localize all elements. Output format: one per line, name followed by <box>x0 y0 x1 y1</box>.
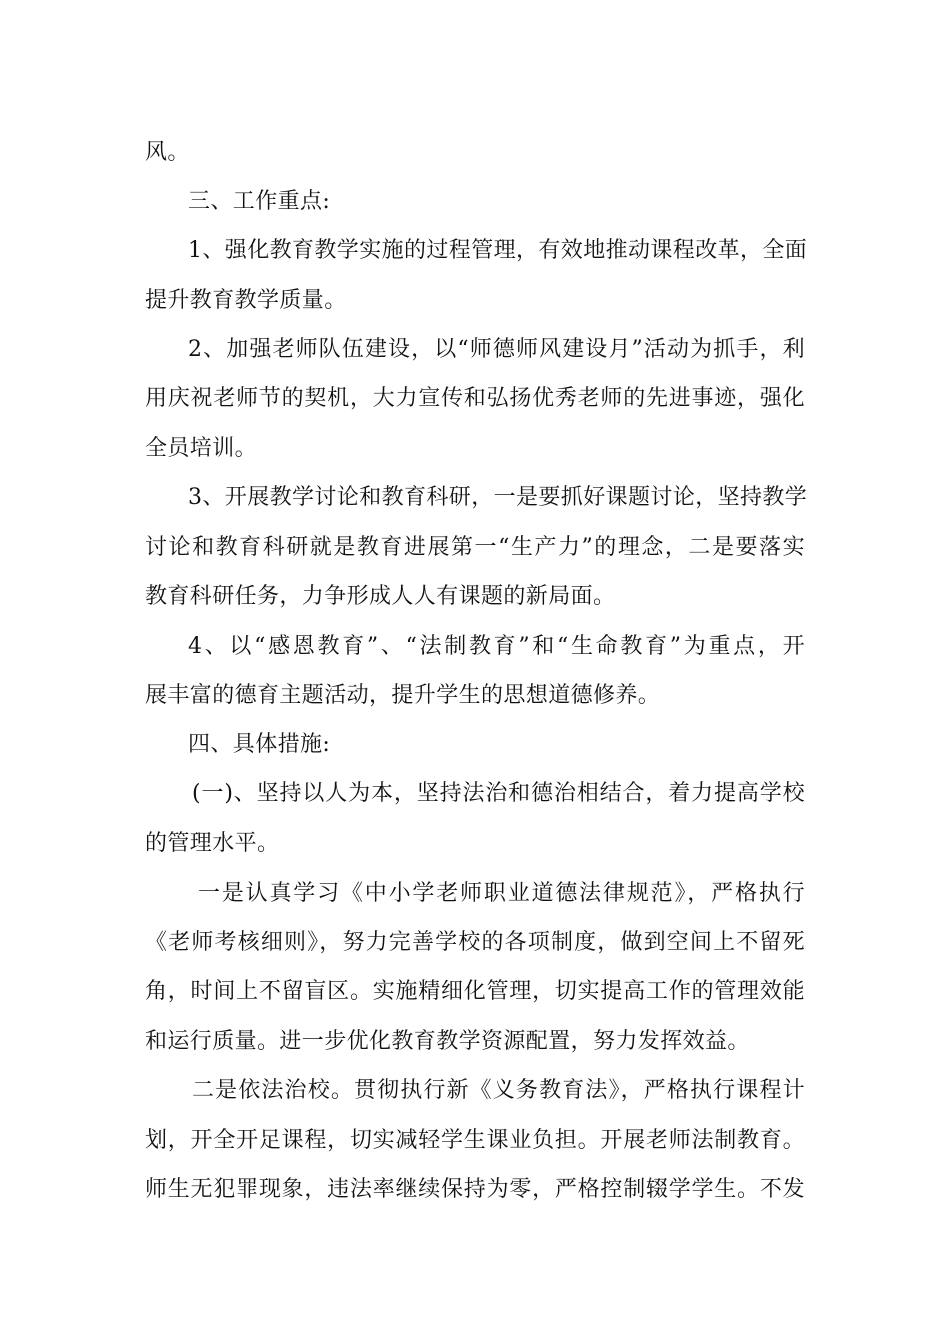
text-line: 3、开展教学讨论和教育科研，一是要抓好课题讨论，坚持教学 <box>188 485 808 510</box>
text-line: 角，时间上不留盲区。实施精细化管理，切实提高工作的管理效能 <box>145 979 805 1004</box>
text-line: 《老师考核细则》，努力完善学校的各项制度，做到空间上不留死 <box>145 930 805 955</box>
text-line: 的管理水平。 <box>145 831 280 856</box>
text-line: 教育科研任务，力争形成人人有课题的新局面。 <box>145 584 616 609</box>
text-line: 提升教育教学质量。 <box>145 288 347 313</box>
text-line: 师生无犯罪现象，违法率继续保持为零，严格控制辍学学生。不发 <box>145 1177 805 1202</box>
text-line: 全员培训。 <box>145 436 258 461</box>
section-heading: 三、工作重点: <box>188 189 331 214</box>
text-line: 1、强化教育教学实施的过程管理，有效地推动课程改革，全面 <box>188 238 808 263</box>
text-line: (一)、坚持以人为本，坚持法治和德治相结合，着力提高学校 <box>192 781 805 806</box>
text-line: 展丰富的德育主题活动，提升学生的思想道德修养。 <box>145 683 661 708</box>
text-line: 和运行质量。进一步优化教育教学资源配置，努力发挥效益。 <box>145 1029 750 1054</box>
text-line: 4、以“感恩教育”、“法制教育”和“生命教育”为重点，开 <box>188 634 805 659</box>
text-line: 二是依法治校。贯彻执行新《义务教育法》，严格执行课程计 <box>192 1078 805 1103</box>
text-line: 一是认真学习《中小学老师职业道德法律规范》，严格执行 <box>198 881 805 906</box>
section-heading: 四、具体措施: <box>188 732 331 757</box>
text-line: 讨论和教育科研就是教育进展第一“生产力”的理念，二是要落实 <box>145 535 805 560</box>
text-line: 用庆祝老师节的契机，大力宣传和弘扬优秀老师的先进事迹，强化 <box>145 386 805 411</box>
text-line: 划，开全开足课程，切实减轻学生课业负担。开展老师法制教育。 <box>145 1128 805 1153</box>
text-line: 2、加强老师队伍建设，以“师德师风建设月”活动为抓手，利 <box>188 337 805 362</box>
text-line: 风。 <box>145 140 190 165</box>
